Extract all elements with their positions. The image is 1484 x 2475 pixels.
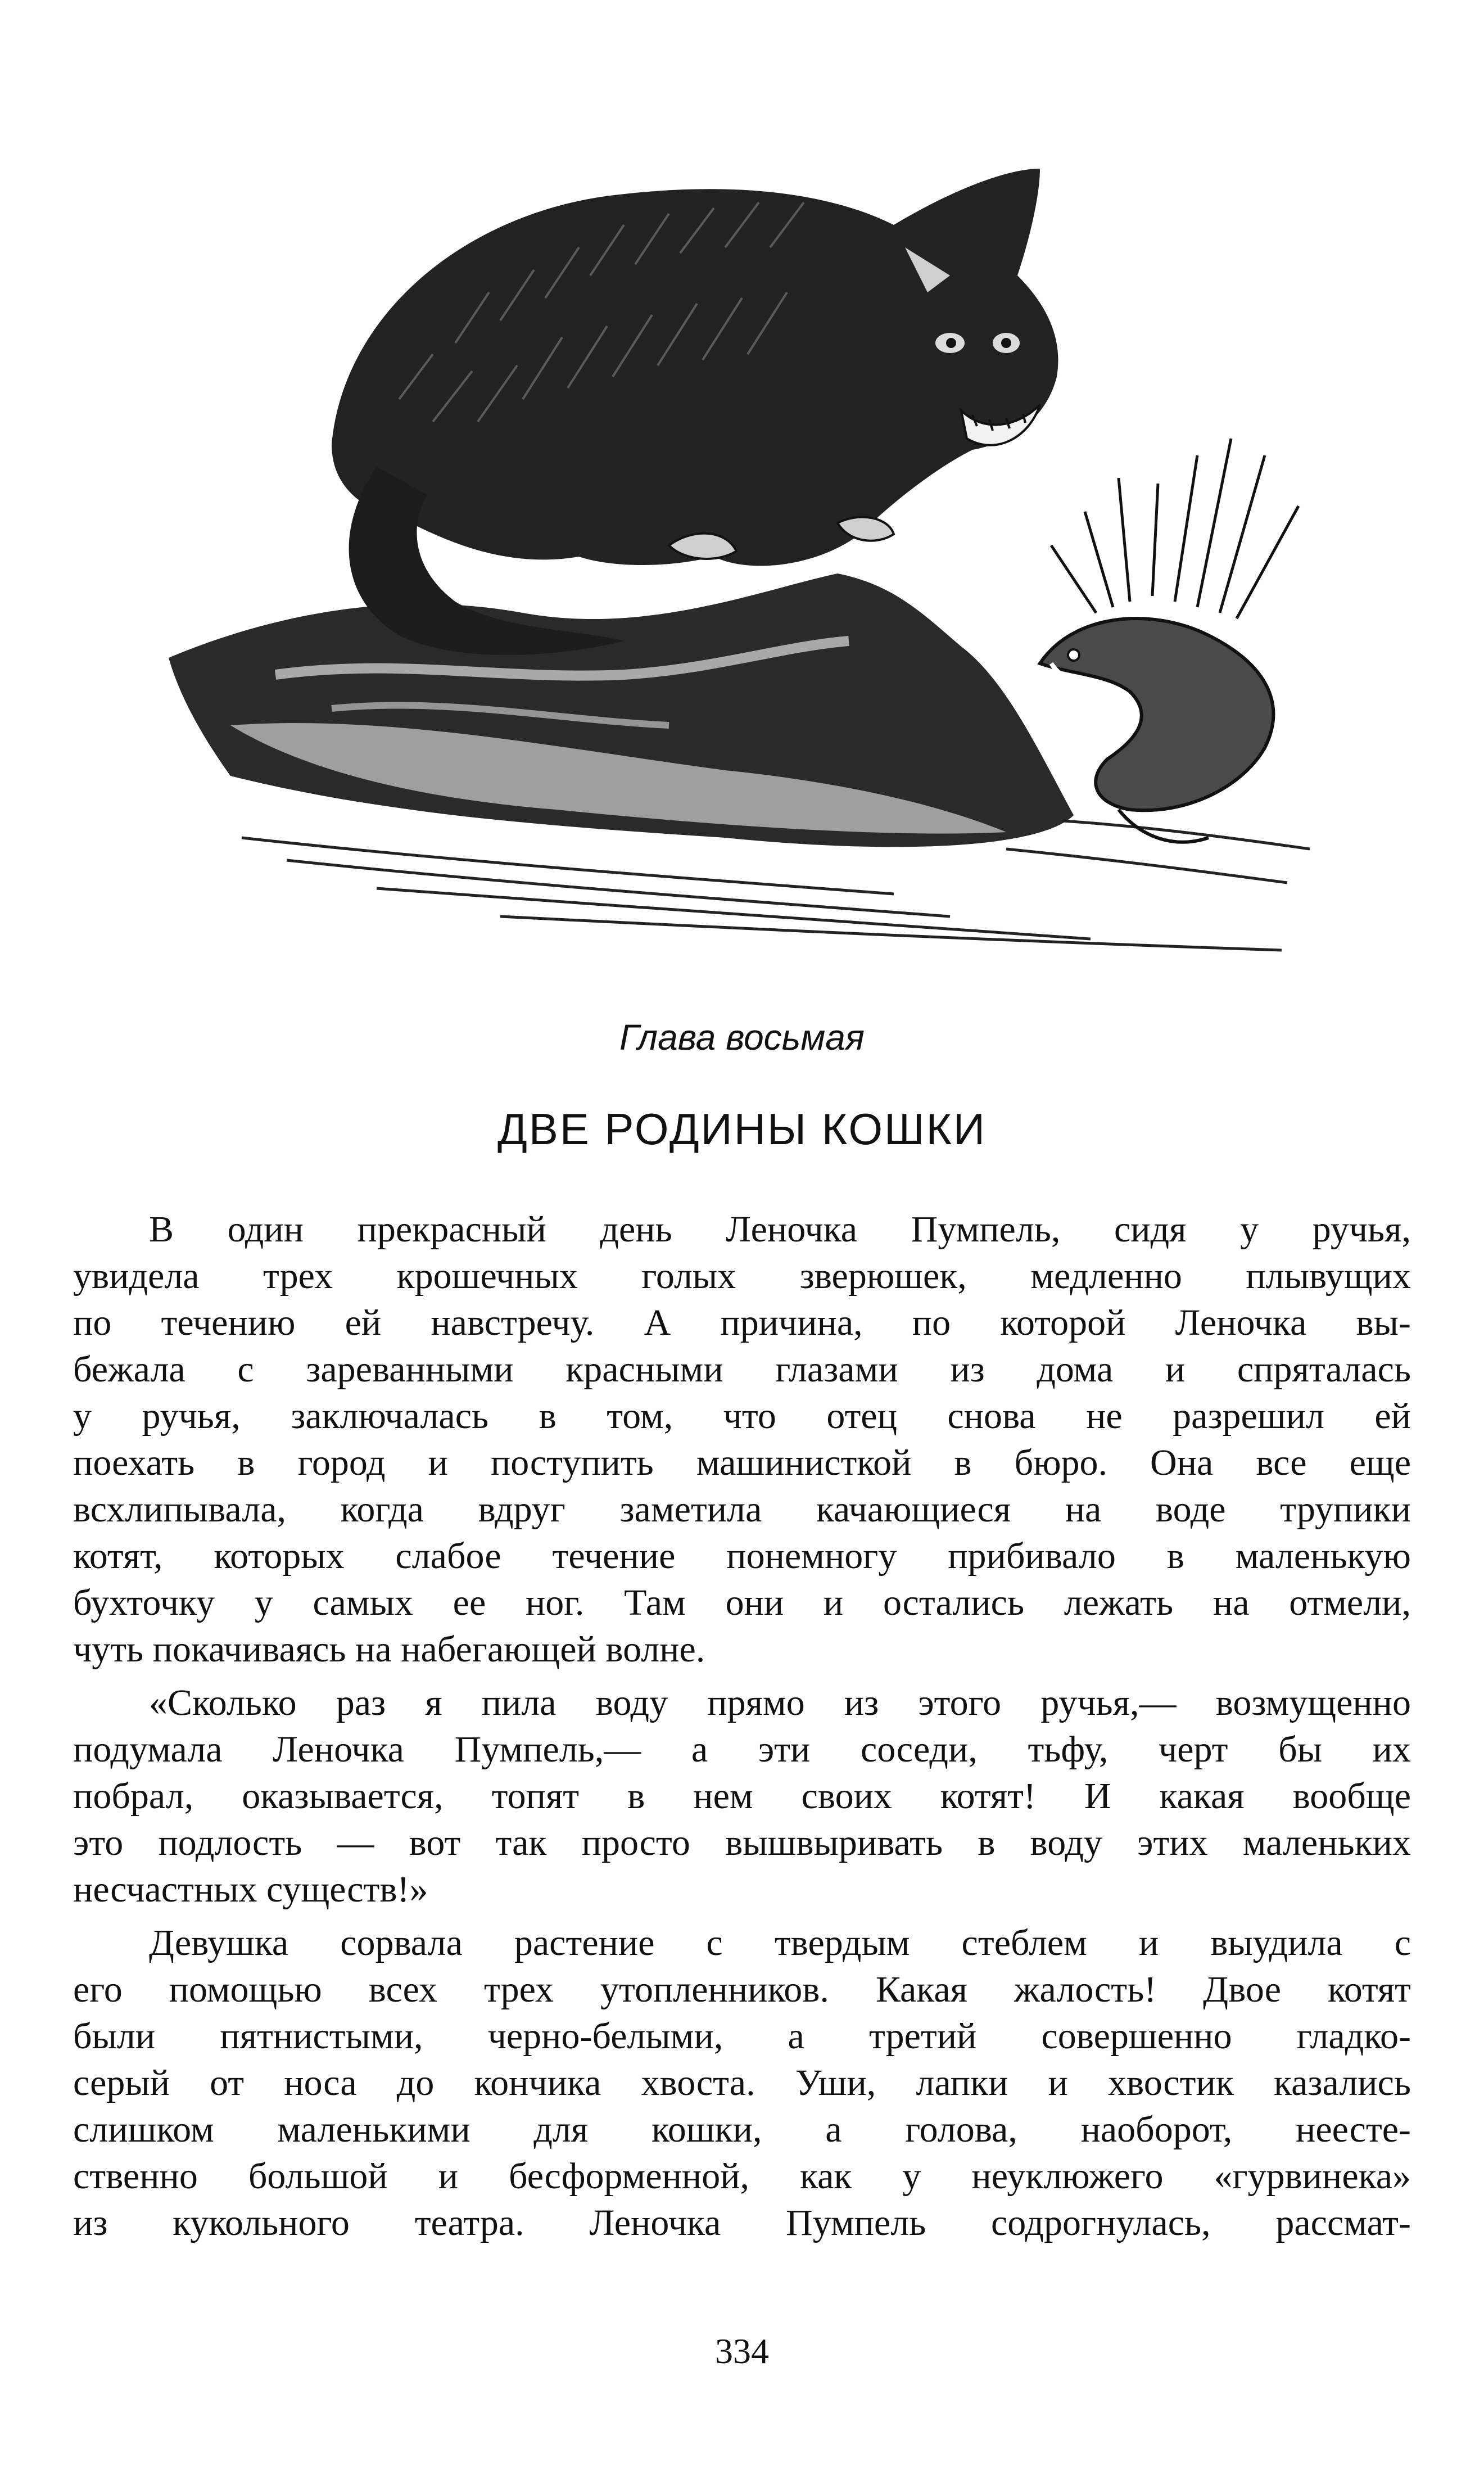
text-line: слишком маленькими для кошки, а голова, наоборот, неесте- — [73, 2109, 1411, 2150]
text-line: чуть покачиваясь на набегающей волне. — [73, 1629, 705, 1670]
text-line: увидела трех крошечных голых зверюшек, медленно плывущих — [73, 1255, 1411, 1297]
text-line: Девушка сорвала растение с твердым стеблем и выудила с — [149, 1922, 1411, 1963]
paragraph-2 — [73, 1679, 1411, 1913]
text-line: серый от носа до кончика хвоста. Уши, лапки и хвостик казались — [73, 2062, 1411, 2103]
body-text — [73, 1206, 1411, 2246]
page-number: 334 — [715, 2331, 769, 2371]
text-line: у ручья, заключалась в том, что отец снова не разрешил ей — [73, 1395, 1411, 1437]
text-line: поехать в город и поступить машинисткой в бюро. Она все еще — [73, 1442, 1411, 1483]
ground-shape — [169, 573, 1074, 847]
cat-figure — [332, 169, 1058, 655]
text-line: это подлость — вот так просто вышвыривать в воду этих маленьких — [73, 1822, 1411, 1863]
text-line: ственно большой и бесформенной, как у неуклюжего «гурвинека» — [73, 2156, 1411, 2197]
fish-figure — [1040, 618, 1273, 842]
text-line: по течению ей навстречу. А причина, по которой Леночка вы- — [73, 1302, 1411, 1343]
text-line: «Сколько раз я пила воду прямо из этого ручья,— возмущенно — [149, 1682, 1411, 1723]
text-line: несчастных существ!» — [73, 1869, 428, 1910]
text-line: побрал, оказывается, топят в нем своих котят! И какая вообще — [73, 1776, 1411, 1817]
paragraph-3 — [73, 1920, 1411, 2246]
text-line: его помощью всех трех утопленников. Какая жалость! Двое котят — [73, 1969, 1411, 2010]
grass-blades — [1051, 439, 1298, 618]
text-line: бежала с зареванными красными глазами из дома и спряталась — [73, 1349, 1411, 1390]
paragraph-1 — [73, 1206, 1411, 1673]
text-line: были пятнистыми, черно-белыми, а третий совершенно гладко- — [73, 2016, 1411, 2057]
text-line: бухточку у самых ее ног. Там они и остались лежать на отмели, — [73, 1582, 1411, 1623]
text-line: всхлипывала, когда вдруг заметила качающиеся на воде трупики — [73, 1489, 1411, 1530]
text-line: В один прекрасный день Леночка Пумпель, сидя у ручья, — [149, 1209, 1411, 1250]
chapter-label: Глава восьмая — [619, 1017, 865, 1058]
text-line: котят, которых слабое течение понемногу прибивало в маленькую — [73, 1535, 1411, 1577]
text-line: из кукольного театра. Леночка Пумпель содрогнулась, рассмат- — [73, 2202, 1411, 2243]
text-line: подумала Леночка Пумпель,— а эти соседи, тьфу, черт бы их — [73, 1729, 1411, 1770]
cat-and-fish-illustration — [163, 107, 1321, 961]
chapter-title: ДВЕ РОДИНЫ КОШКИ — [497, 1104, 987, 1154]
